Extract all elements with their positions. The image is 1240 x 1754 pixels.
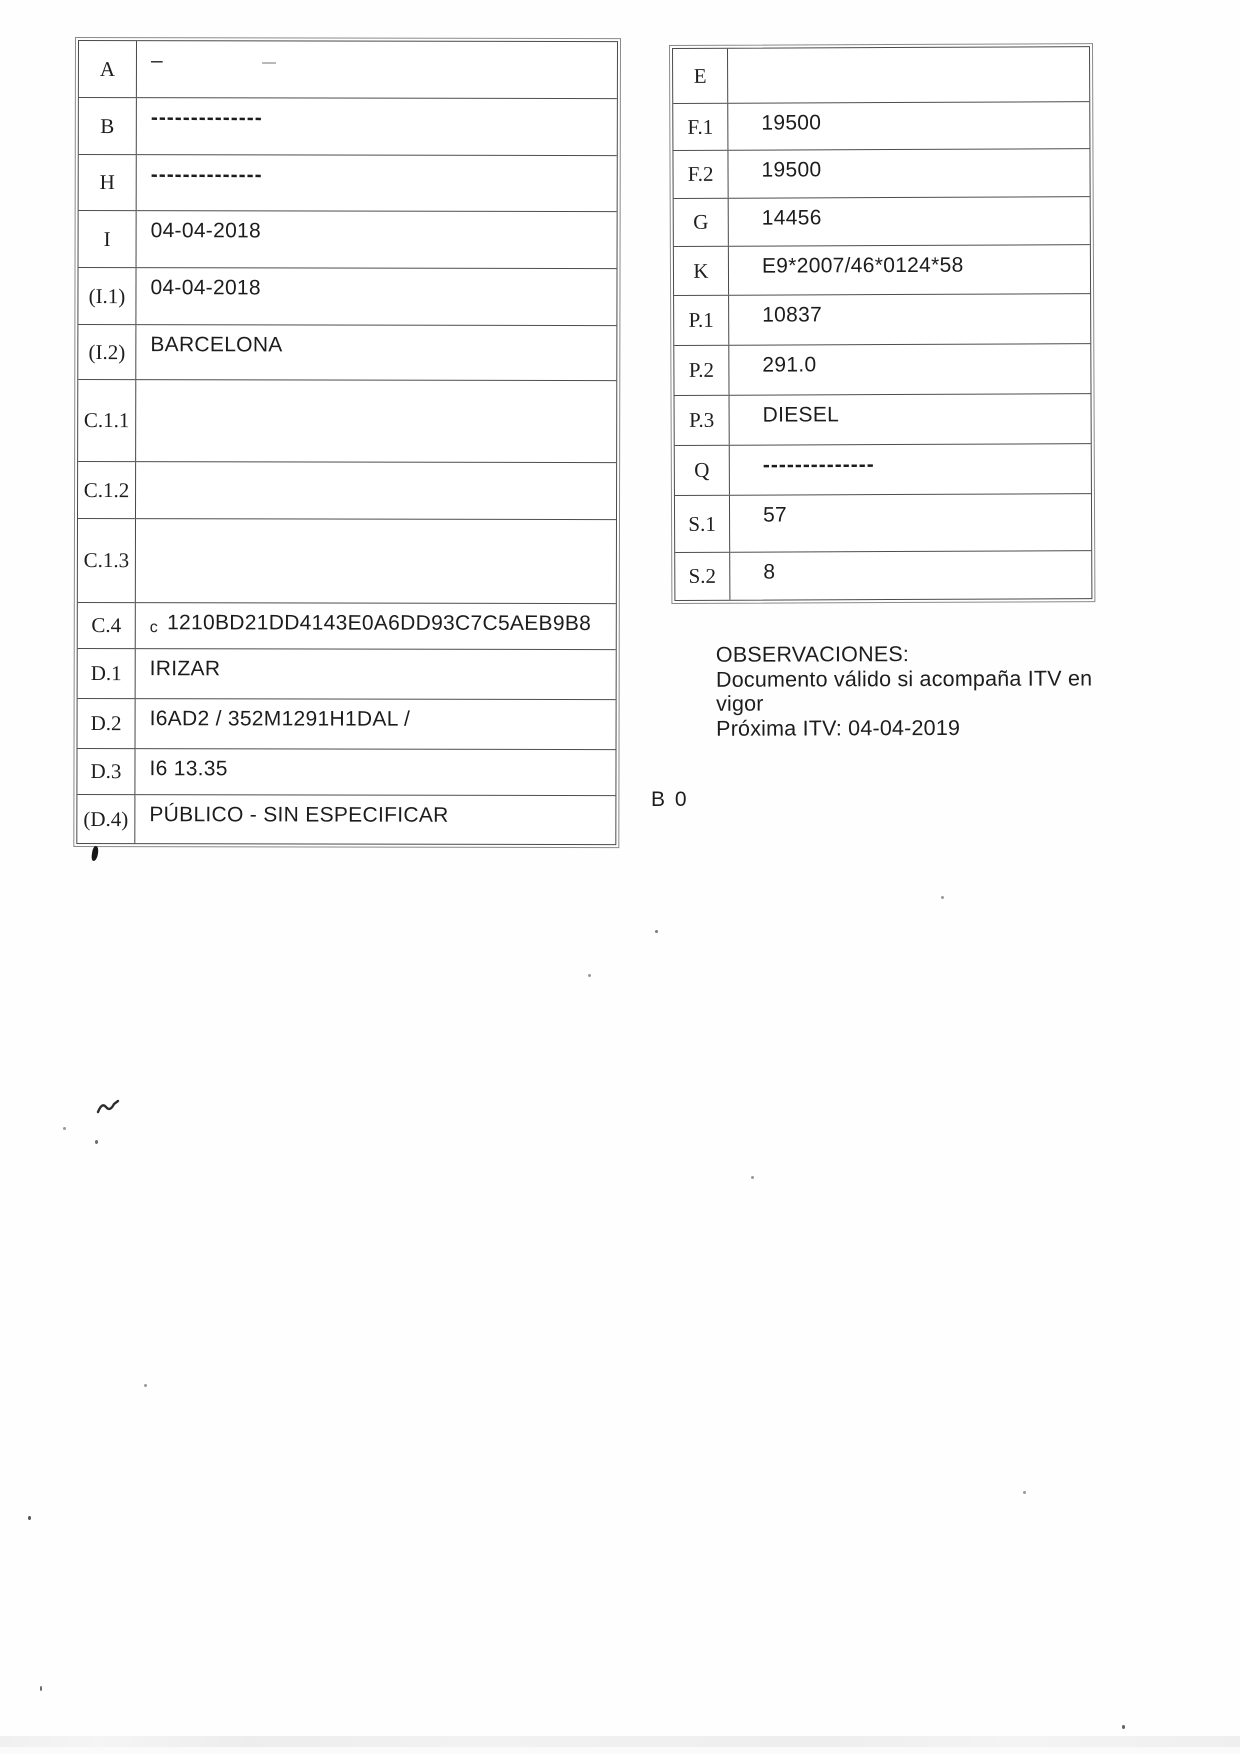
row-value: 19500	[761, 111, 822, 135]
row-value: I6AD2 / 352M1291H1DAL /	[149, 707, 411, 731]
row-label: D.2	[78, 699, 136, 748]
table-row	[675, 444, 1091, 496]
table-row	[674, 197, 1090, 247]
row-value	[728, 47, 1089, 103]
table-row	[78, 325, 616, 381]
row-label: C.1.3	[78, 519, 136, 602]
scan-speck	[1122, 1725, 1125, 1729]
scan-edge-band	[0, 1747, 1240, 1754]
row-value-prefix: c	[149, 619, 159, 637]
row-value-text: 1210BD21DD4143E0A6DD93C7C5AEB9B8	[167, 611, 592, 636]
table-row	[78, 380, 616, 463]
scan-speck	[655, 930, 658, 933]
row-label: K	[674, 247, 729, 295]
row-value: BARCELONA	[150, 333, 283, 357]
row-label: C.1.1	[78, 380, 136, 461]
ink-blot-mark	[91, 846, 99, 862]
row-label: P.3	[675, 396, 730, 445]
table-row	[79, 41, 617, 99]
row-value	[136, 519, 616, 603]
table-row	[78, 649, 616, 700]
table-row	[78, 462, 616, 520]
faint-scan-dash	[262, 62, 276, 64]
row-label: H	[79, 155, 137, 210]
table-row	[77, 795, 615, 844]
row-value: PÚBLICO - SIN ESPECIFICAR	[149, 803, 449, 827]
row-value: 04-04-2018	[150, 219, 262, 243]
table-row	[79, 98, 617, 156]
scan-speck	[941, 896, 944, 899]
table-row	[79, 155, 617, 212]
row-label: (I.2)	[78, 325, 136, 379]
row-value: 57	[762, 503, 788, 527]
row-label: D.3	[77, 749, 135, 794]
row-label: F.2	[673, 151, 728, 198]
table-row	[78, 268, 616, 326]
row-label: (I.1)	[78, 268, 136, 324]
row-value: IRIZAR	[149, 657, 221, 681]
table-row	[673, 102, 1089, 151]
table-row	[675, 551, 1091, 600]
row-value: 14456	[761, 206, 822, 230]
row-value	[136, 603, 616, 649]
row-label: P.1	[674, 296, 729, 345]
row-value	[136, 462, 616, 519]
row-label: C.4	[78, 603, 136, 648]
scan-speck	[95, 1140, 98, 1144]
table-row	[674, 344, 1090, 396]
table-row	[78, 603, 616, 650]
row-label: A	[79, 41, 137, 97]
row-value: --------------	[150, 163, 263, 187]
table-row	[673, 149, 1089, 199]
row-label: (D.4)	[77, 795, 135, 843]
table-row	[674, 294, 1090, 346]
scan-speck	[144, 1384, 147, 1387]
row-value: E9*2007/46*0124*58	[761, 253, 964, 278]
table-row	[77, 749, 615, 796]
row-label: F.1	[673, 104, 728, 150]
observations-line-next-itv: Próxima ITV: 04-04-2019	[716, 715, 961, 741]
row-value: --------------	[762, 453, 875, 477]
row-value: 8	[763, 560, 776, 584]
row-value: --------------	[150, 106, 263, 130]
row-label: Q	[675, 446, 730, 495]
scan-speck	[28, 1516, 31, 1520]
scan-speck	[40, 1686, 42, 1691]
observations-line-validity: Documento válido si acompaña ITV en vigor	[715, 665, 1093, 716]
row-value	[136, 380, 616, 462]
row-label: P.2	[674, 346, 729, 395]
scan-edge-band	[0, 1736, 1240, 1747]
scan-speck	[751, 1176, 754, 1179]
table-row	[675, 394, 1091, 446]
row-value: 04-04-2018	[150, 276, 261, 300]
scan-speck	[63, 1127, 66, 1130]
scan-speck	[1023, 1491, 1026, 1494]
vehicle-data-table-left	[76, 40, 618, 845]
table-row	[675, 494, 1091, 553]
row-label: G	[674, 199, 729, 246]
row-value: –	[150, 49, 163, 73]
row-value: I6 13.35	[149, 757, 228, 781]
observations-title: OBSERVACIONES:	[715, 642, 910, 667]
row-label: D.1	[78, 649, 136, 698]
row-label: E	[673, 49, 728, 103]
observations-block	[716, 641, 1146, 741]
row-label: C.1.2	[78, 462, 136, 518]
table-row	[78, 519, 616, 604]
row-label: S.2	[675, 553, 730, 600]
row-value: 19500	[761, 158, 822, 182]
row-value: 10837	[762, 303, 823, 327]
table-row	[79, 211, 617, 269]
b0-code-text: B 0	[651, 788, 689, 811]
table-row	[78, 699, 616, 750]
table-row	[673, 47, 1089, 104]
scan-speck	[588, 974, 591, 977]
row-label: B	[79, 98, 137, 154]
row-label: I	[79, 211, 137, 267]
row-value: 291.0	[762, 353, 817, 377]
row-value: DIESEL	[762, 403, 840, 427]
vehicle-data-table-right	[672, 46, 1092, 601]
pen-squiggle-mark	[96, 1098, 122, 1116]
table-row	[674, 245, 1090, 296]
row-label: S.1	[675, 496, 730, 552]
